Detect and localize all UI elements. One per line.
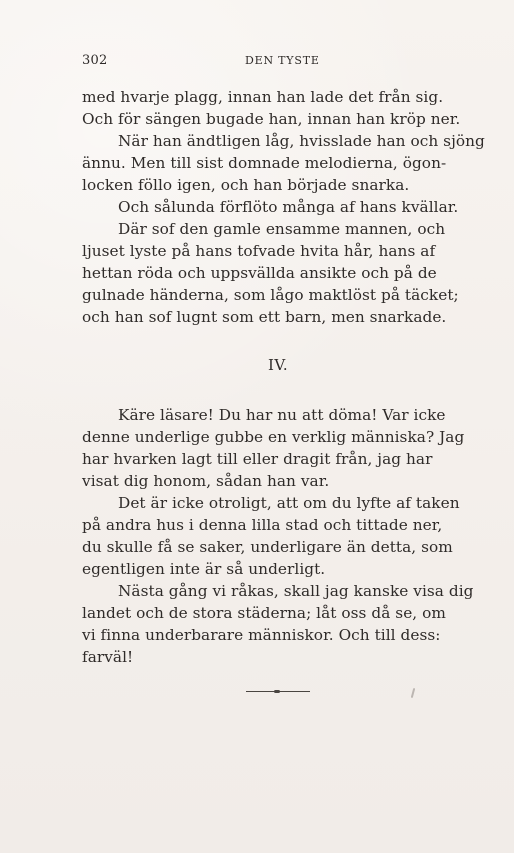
closing-line-1: Käre läsare! Du har nu att döma! Var icke — [118, 406, 446, 424]
closing-line-3: har hvarken lagt till eller dragit från, jag har — [82, 450, 433, 468]
closing-line-10: landet och de stora städerna; låt oss då se, om — [82, 604, 446, 622]
page-header — [82, 53, 486, 71]
body-line-6: Och sålunda förflöto många af hans kvällar. — [118, 198, 459, 216]
closing-line-2: denne underlige gubbe en verklig människa? Jag — [82, 428, 465, 446]
closing-line-8: egentligen inte är så underligt. — [82, 560, 326, 578]
page-speck — [411, 688, 416, 698]
closing-line-9: Nästa gång vi råkas, skall jag kanske visa dig — [118, 582, 474, 600]
body-line-9: hettan röda och uppsvällda ansikte och på de — [82, 264, 437, 282]
closing-line-6: på andra hus i denna lilla stad och tittade ner, — [82, 516, 443, 534]
page-number: 302 — [82, 53, 108, 68]
closing-line-4: visat dig honom, sådan han var. — [82, 472, 330, 490]
running-head: DEN TYSTE — [245, 54, 320, 67]
closing-line-7: du skulle få se saker, underligare än detta, som — [82, 538, 453, 556]
body-line-11: och han sof lugnt som ett barn, men snarkade. — [82, 308, 447, 326]
section-heading: IV. — [268, 356, 289, 374]
closing-line-12: farväl! — [82, 648, 134, 666]
body-line-5: locken föllo igen, och han började snarka. — [82, 176, 410, 194]
body-line-10: gulnade händerna, som lågo maktlöst på täcket; — [82, 286, 459, 304]
body-line-1: med hvarje plagg, innan han lade det från sig. — [82, 88, 444, 106]
body-line-4: ännu. Men till sist domnade melodierna, ögon- — [82, 154, 447, 172]
body-line-3: När han ändtligen låg, hvisslade han och sjöng — [118, 132, 485, 150]
body-line-8: ljuset lyste på hans tofvade hvita hår, hans af — [82, 242, 436, 260]
closing-line-5: Det är icke otroligt, att om du lyfte af taken — [118, 494, 460, 512]
body-line-2: Och för sängen bugade han, innan han kröp ner. — [82, 110, 461, 128]
body-line-7: Där sof den gamle ensamme mannen, och — [118, 220, 446, 238]
decorative-rule — [246, 691, 310, 692]
closing-line-11: vi finna underbarare människor. Och till dess: — [82, 626, 441, 644]
